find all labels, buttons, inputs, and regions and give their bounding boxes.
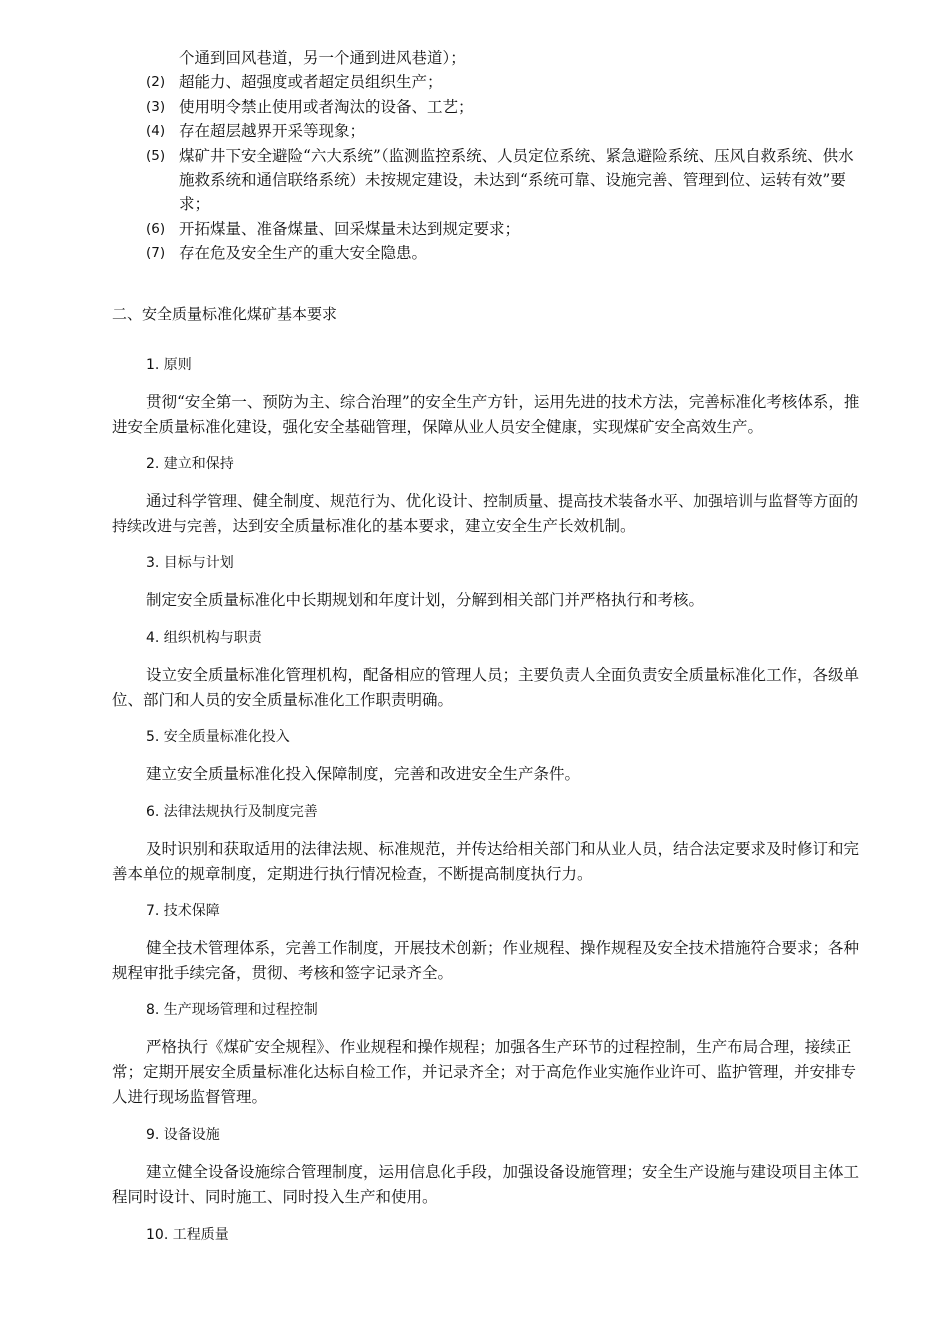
- subsection-heading-goals: 3. 目标与计划: [146, 555, 234, 571]
- list-item: [146, 70, 866, 94]
- list-item-text: 超能力、超强度或者超定员组织生产；: [179, 73, 443, 92]
- paragraph-equipment: 建立健全设备设施综合管理制度，运用信息化手段，加强设备设施管理；安全生产设施与建设项目主体工程同时设计、同时施工、同时投入生产和使用。: [112, 1163, 860, 1206]
- list-item-text: 使用明令禁止使用或者淘汰的设备、工艺；: [179, 97, 474, 116]
- paragraph-production: 严格执行《煤矿安全规程》、作业规程和操作规程；加强各生产环节的过程控制，生产布局合理，接续正常；定期开展安全质量标准化达标自检工作，并记录齐全；对于高危作业实施作业许可、监护管理，并安排专人进行现场监督管理。: [112, 1038, 857, 1106]
- paragraph-establish: [112, 489, 864, 539]
- list-item-number: (5): [146, 147, 166, 164]
- subsection-heading-investment: 5. 安全质量标准化投入: [146, 729, 290, 745]
- bold-text-run: 规范行为: [330, 492, 391, 510]
- text-run: ，达到安全质量标准化的基本要求，建立安全生产长效机制。: [217, 517, 636, 535]
- list-item-text: 煤矿井下安全避险“六大系统”（监测监控系统、人员定位系统、紧急避险系统、压风自救系统、供水施救系统和通信联络系统）未按规定建设，未达到“系统可靠、设施完善、管理到位、运转有效”要求；: [179, 146, 854, 214]
- list-continuation: 个通到回风巷道，另一个通到进风巷道）；: [179, 49, 466, 67]
- list-item-text: 存在危及安全生产的重大安全隐患。: [179, 244, 428, 263]
- bold-text-run: 科学管理: [177, 492, 238, 510]
- list-item-text: 存在超层越界开采等现象；: [179, 122, 366, 141]
- text-run: 、优化设计、: [390, 492, 484, 510]
- list-item-number: (7): [146, 245, 166, 262]
- list-item-text: 开拓煤量、准备煤量、回采煤量未达到规定要求；: [179, 219, 521, 238]
- text-run: 、健全制度、: [237, 492, 331, 510]
- list-item-number: (6): [146, 220, 166, 237]
- subsection-heading-production: 8. 生产现场管理和过程控制: [146, 1002, 318, 1018]
- subsection-heading-principle: 1. 原则: [146, 357, 192, 373]
- paragraph-principle: 贯彻“安全第一、预防为主、综合治理”的安全生产方针，运用先进的技术方法，完善标准化考核体系，推进安全质量标准化建设，强化安全基础管理，保障从业人员安全健康，实现煤矿安全高效生产。: [112, 393, 860, 436]
- subsection-heading-establish: 2. 建立和保持: [146, 456, 234, 472]
- list-item-number: (3): [146, 98, 166, 115]
- bold-text-run: 控制质量、提高技术装备水平、加强培训与监督等方面的持续改进与完善: [112, 492, 859, 535]
- paragraph-technical: 健全技术管理体系，完善工作制度，开展技术创新；作业规程、操作规程及安全技术措施符合要求；各种规程审批手续完备，贯彻、考核和签字记录齐全。: [112, 939, 860, 982]
- section-heading: 二、安全质量标准化煤矿基本要求: [112, 305, 338, 323]
- subsection-heading-laws: 6. 法律法规执行及制度完善: [146, 804, 318, 820]
- list-item: [146, 95, 866, 119]
- list-item-number: (2): [146, 74, 166, 91]
- paragraph-laws: 及时识别和获取适用的法律法规、标准规范，并传达给相关部门和从业人员，结合法定要求及时修订和完善本单位的规章制度，定期进行执行情况检查，不断提高制度执行力。: [112, 840, 860, 883]
- hazard-list: [146, 46, 866, 266]
- paragraph-organization: 设立安全质量标准化管理机构，配备相应的管理人员；主要负责人全面负责安全质量标准化工作，各级单位、部门和人员的安全质量标准化工作职责明确。: [112, 666, 860, 709]
- subsection-heading-organization: 4. 组织机构与职责: [146, 630, 262, 646]
- paragraph-goals: 制定安全质量标准化中长期规划和年度计划，分解到相关部门并严格执行和考核。: [146, 591, 705, 609]
- list-item: [146, 217, 866, 241]
- text-run: 通过: [146, 492, 178, 510]
- subsection-heading-technical: 7. 技术保障: [146, 903, 220, 919]
- list-item: [146, 144, 866, 217]
- paragraph-investment: 建立安全质量标准化投入保障制度，完善和改进安全生产条件。: [146, 765, 581, 783]
- list-item: [146, 241, 866, 265]
- list-item-number: (4): [146, 123, 166, 140]
- subsection-heading-equipment: 9. 设备设施: [146, 1127, 220, 1143]
- subsection-heading-engineering: 10. 工程质量: [146, 1227, 229, 1243]
- list-item: [146, 119, 866, 143]
